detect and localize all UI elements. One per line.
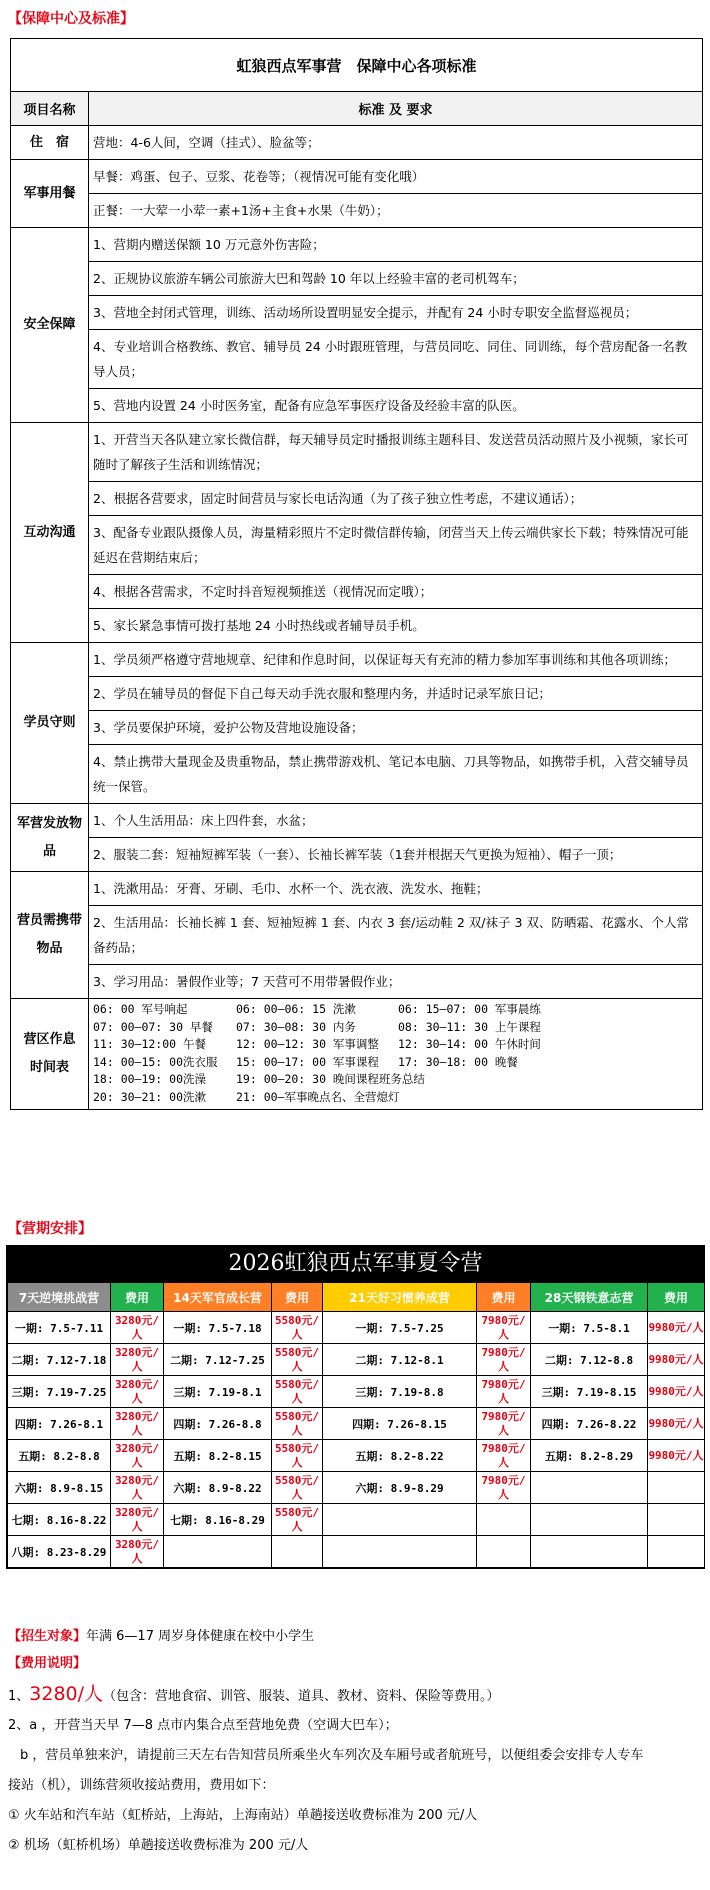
camp-fee-cell: 7980元/人 bbox=[477, 1312, 531, 1344]
row-name-safety: 安全保障 bbox=[11, 228, 89, 423]
enroll-line bbox=[8, 1627, 314, 1647]
schedule-item: 06: 15—07: 00 军事晨练 bbox=[398, 1002, 541, 1016]
line: 1、学员须严格遵守营地规章、纪律和作息时间，以保证每天有充沛的精力参加军事训练和其他各项训练； bbox=[89, 643, 702, 677]
fee1-text: （包含：营地食宿、训管、服装、道具、教材、资料、保险等费用。） bbox=[103, 1689, 500, 1704]
section-title-camps: 【营期安排】 bbox=[8, 1221, 92, 1237]
camp-fee-cell: 9980元/人 bbox=[648, 1440, 705, 1472]
schedule-item: 12: 30—14: 00 午休时间 bbox=[398, 1037, 541, 1052]
line: 5、营地内设置 24 小时医务室，配备有应急军事医疗设备及经验丰富的队医。 bbox=[93, 398, 525, 413]
camp-period-cell: 三期: 7.19-8.15 bbox=[531, 1376, 648, 1408]
row-content-communication bbox=[89, 423, 703, 643]
fee-line-2b: b ，营员单独来沪，请提前三天左右告知营员所乘坐火车列次及车厢号或者航班号，以便组委会安排专人专车 bbox=[20, 1748, 644, 1763]
camp-period-cell: 五期: 8.2-8.29 bbox=[531, 1440, 648, 1472]
camp-fee-cell: 7980元/人 bbox=[477, 1440, 531, 1472]
header-standard: 标准 及 要求 bbox=[89, 92, 703, 126]
camp-fee-cell: 5580元/人 bbox=[272, 1376, 323, 1408]
camp-period-cell: 五期: 8.2-8.15 bbox=[164, 1440, 272, 1472]
camp-fee-cell: 9980元/人 bbox=[648, 1376, 705, 1408]
schedule-item: 21: 00—军事晚点名、全营熄灯 bbox=[236, 1089, 400, 1104]
schedule-item: 19: 00—20: 30 晚间课程班务总结 bbox=[236, 1072, 425, 1087]
camp-fee-cell: 7980元/人 bbox=[477, 1472, 531, 1504]
row-content-safety bbox=[89, 228, 703, 423]
schedule-item: 14: 00—15: 00洗衣服 bbox=[93, 1054, 218, 1069]
camp-fee-cell bbox=[648, 1536, 705, 1568]
row-name-issued-items: 军营发放物品 bbox=[11, 804, 89, 872]
camp-period-cell: 一期: 7.5-7.11 bbox=[8, 1312, 111, 1344]
camp-fee-cell: 5580元/人 bbox=[272, 1408, 323, 1440]
camp-schedule bbox=[6, 1245, 705, 1569]
camp-fee-cell: 3280元/人 bbox=[111, 1408, 164, 1440]
row-content-schedule bbox=[89, 999, 703, 1110]
schedule-row bbox=[93, 1036, 698, 1054]
camp-period-cell: 七期: 8.16-8.22 bbox=[8, 1504, 111, 1536]
camp-period-cell bbox=[531, 1536, 648, 1568]
line: 营地：4-6人间，空调（挂式）、脸盆等； bbox=[93, 135, 320, 150]
camp-header: 7天逆境挑战营 bbox=[8, 1283, 111, 1312]
camp-period-cell: 六期: 8.9-8.22 bbox=[164, 1472, 272, 1504]
camp-row bbox=[8, 1312, 705, 1344]
schedule-name-b: 时间表 bbox=[29, 1059, 69, 1075]
schedule-row bbox=[93, 1089, 698, 1107]
line: 2、根据各营要求，固定时间营员与家长电话沟通（为了孩子独立性考虑，不建议通话）； bbox=[89, 482, 702, 516]
schedule-row bbox=[93, 1071, 698, 1089]
camp-fee-cell: 3280元/人 bbox=[111, 1440, 164, 1472]
camp-fee-cell: 7980元/人 bbox=[477, 1344, 531, 1376]
schedule-item: 11: 30—12:00 午餐 bbox=[93, 1037, 207, 1052]
camp-fee-cell: 3280元/人 bbox=[111, 1472, 164, 1504]
table-title: 虹狼西点军事营 保障中心各项标准 bbox=[11, 39, 703, 92]
camp-fee-cell: 5580元/人 bbox=[272, 1344, 323, 1376]
camp-period-cell: 四期: 7.26-8.15 bbox=[323, 1408, 477, 1440]
line: 2、生活用品：长袖长裤 1 套、短袖短裤 1 套、内衣 3 套/运动鞋 2 双/袜子 3 双、防晒霜、花露水、个人常备药品； bbox=[89, 906, 702, 965]
camp-period-cell: 六期: 8.9-8.29 bbox=[323, 1472, 477, 1504]
enroll-text: 年满 6—17 周岁身体健康在校中小学生 bbox=[86, 1629, 315, 1644]
line: 3、学习用品：暑假作业等；7 天营可不用带暑假作业； bbox=[93, 974, 401, 989]
camp-row bbox=[8, 1504, 705, 1536]
camp-header: 14天军官成长营 bbox=[164, 1283, 272, 1312]
row-content-bring-items bbox=[89, 872, 703, 999]
row-name-bring-items: 营员需携带物品 bbox=[11, 872, 89, 999]
camp-row bbox=[8, 1408, 705, 1440]
fee1-price: 3280/人 bbox=[29, 1683, 104, 1705]
schedule-row bbox=[93, 1054, 698, 1072]
camp-header: 28天钢铁意志营 bbox=[531, 1283, 648, 1312]
camp-header: 费用 bbox=[272, 1283, 323, 1312]
schedule-grid bbox=[89, 999, 702, 1109]
schedule-item: 07: 30—08: 30 内务 bbox=[236, 1019, 356, 1034]
schedule-item: 17: 30—18: 00 晚餐 bbox=[398, 1054, 518, 1069]
line: 1、洗漱用品：牙膏、牙刷、毛巾、水杯一个、洗衣液、洗发水、拖鞋； bbox=[89, 872, 702, 906]
camp-fee-cell bbox=[477, 1536, 531, 1568]
camp-fee-cell: 3280元/人 bbox=[111, 1312, 164, 1344]
enroll-label: 【招生对象】 bbox=[8, 1629, 87, 1644]
line: 3、学员要保护环境，爱护公物及营地设施设备； bbox=[89, 711, 702, 745]
camp-fee-cell bbox=[477, 1504, 531, 1536]
camp-period-cell: 二期: 7.12-7.25 bbox=[164, 1344, 272, 1376]
camp-fee-cell bbox=[272, 1536, 323, 1568]
camp-period-cell: 三期: 7.19-8.1 bbox=[164, 1376, 272, 1408]
camp-period-cell: 五期: 8.2-8.22 bbox=[323, 1440, 477, 1472]
camp-fee-cell: 3280元/人 bbox=[111, 1344, 164, 1376]
camp-fee-cell: 3280元/人 bbox=[111, 1504, 164, 1536]
standards-table bbox=[10, 38, 703, 1110]
line: 正餐：一大荤一小荤一素+1汤+主食+水果（牛奶）； bbox=[93, 203, 389, 218]
fee-line-2b-cont: 接站（机），训练营须收接站费用，费用如下： bbox=[8, 1778, 275, 1793]
fee-line-3: ① 火车站和汽车站（虹桥站，上海站，上海南站）单趟接送收费标准为 200 元/人 bbox=[8, 1808, 478, 1823]
row-name-communication: 互动沟通 bbox=[11, 423, 89, 643]
fee1-prefix: 1、 bbox=[8, 1689, 30, 1704]
camp-period-cell: 四期: 7.26-8.1 bbox=[8, 1408, 111, 1440]
schedule-item: 18: 00—19: 00洗澡 bbox=[93, 1072, 207, 1087]
line: 3、营地全封闭式管理，训练、活动场所设置明显安全提示，并配有 24 小时专职安全监督巡视员； bbox=[89, 296, 702, 330]
camp-period-cell: 二期: 7.12-7.18 bbox=[8, 1344, 111, 1376]
camp-fee-cell: 5580元/人 bbox=[272, 1504, 323, 1536]
camp-period-cell: 一期: 7.5-8.1 bbox=[531, 1312, 648, 1344]
camp-header: 费用 bbox=[111, 1283, 164, 1312]
row-content-meals bbox=[89, 160, 703, 228]
camp-row bbox=[8, 1472, 705, 1504]
schedule-row bbox=[93, 1019, 698, 1037]
schedule-item: 12: 00—12: 30 军事调整 bbox=[236, 1037, 379, 1052]
camp-row bbox=[8, 1344, 705, 1376]
camp-period-cell: 二期: 7.12-8.1 bbox=[323, 1344, 477, 1376]
schedule-item: 07: 00—07: 30 早餐 bbox=[93, 1019, 213, 1034]
camp-fee-cell: 7980元/人 bbox=[477, 1408, 531, 1440]
camp-period-cell: 七期: 8.16-8.29 bbox=[164, 1504, 272, 1536]
schedule-item: 08: 30—11: 30 上午课程 bbox=[398, 1019, 541, 1034]
line: 3、配备专业跟队摄像人员，海量精彩照片不定时微信群传输，闭营当天上传云端供家长下载；特殊情况可能延迟在营期结束后； bbox=[89, 516, 702, 575]
header-item: 项目名称 bbox=[11, 92, 89, 126]
line: 2、服装二套：短袖短裤军装（一套）、长袖长裤军装（1套并根据天气更换为短袖）、帽子一顶； bbox=[93, 847, 622, 862]
fee-label: 【费用说明】 bbox=[8, 1656, 87, 1671]
camp-fee-cell bbox=[648, 1504, 705, 1536]
fee-line-4: ② 机场（虹桥机场）单趟接送收费标准为 200 元/人 bbox=[8, 1838, 309, 1853]
camp-period-cell bbox=[323, 1536, 477, 1568]
schedule-item: 20: 30—21: 00洗漱 bbox=[93, 1089, 207, 1104]
camp-period-cell: 三期: 7.19-8.8 bbox=[323, 1376, 477, 1408]
camp-fee-cell: 3280元/人 bbox=[111, 1536, 164, 1568]
schedule-item: 15: 00—17: 00 军事课程 bbox=[236, 1054, 379, 1069]
camp-period-cell bbox=[531, 1504, 648, 1536]
camp-period-cell bbox=[531, 1472, 648, 1504]
camp-fee-cell: 9980元/人 bbox=[648, 1408, 705, 1440]
row-content-rules bbox=[89, 643, 703, 804]
camp-period-cell: 四期: 7.26-8.22 bbox=[531, 1408, 648, 1440]
camp-fee-cell: 5580元/人 bbox=[272, 1312, 323, 1344]
camp-fee-cell: 3280元/人 bbox=[111, 1376, 164, 1408]
fee-line-2a: 2、a ，开营当天早 7—8 点市内集合点至营地免费（空调大巴车）； bbox=[8, 1718, 398, 1733]
line: 4、根据各营需求，不定时抖音短视频推送（视情况而定哦）； bbox=[89, 575, 702, 609]
camp-period-cell bbox=[323, 1504, 477, 1536]
schedule-row bbox=[93, 1001, 698, 1019]
row-name-meals: 军事用餐 bbox=[11, 160, 89, 228]
camp-period-cell: 四期: 7.26-8.8 bbox=[164, 1408, 272, 1440]
camp-period-cell: 一期: 7.5-7.25 bbox=[323, 1312, 477, 1344]
line: 2、学员在辅导员的督促下自己每天动手洗衣服和整理内务，并适时记录军旅日记； bbox=[89, 677, 702, 711]
camp-period-cell: 八期: 8.23-8.29 bbox=[8, 1536, 111, 1568]
row-content-issued-items bbox=[89, 804, 703, 872]
camp-title: 2026虹狼西点军事夏令营 bbox=[7, 1246, 704, 1282]
schedule-item: 06: 00—06: 15 洗漱 bbox=[236, 1002, 356, 1016]
camp-fee-cell bbox=[648, 1472, 705, 1504]
camp-header: 费用 bbox=[477, 1283, 531, 1312]
camp-period-cell: 一期: 7.5-7.18 bbox=[164, 1312, 272, 1344]
camp-row bbox=[8, 1536, 705, 1568]
line: 早餐：鸡蛋、包子、豆浆、花卷等；（视情况可能有变化哦） bbox=[89, 160, 702, 194]
row-name-schedule bbox=[11, 999, 89, 1110]
line: 1、开营当天各队建立家长微信群，每天辅导员定时播报训练主题科目、发送营员活动照片及小视频，家长可随时了解孩子生活和训练情况； bbox=[89, 423, 702, 482]
row-content-housing bbox=[89, 126, 703, 160]
camp-period-cell: 五期: 8.2-8.8 bbox=[8, 1440, 111, 1472]
line: 4、禁止携带大量现金及贵重物品，禁止携带游戏机、笔记本电脑、刀具等物品，如携带手机，入营交辅导员统一保管。 bbox=[93, 754, 689, 794]
camp-rows bbox=[8, 1312, 705, 1568]
line: 4、专业培训合格教练、教官、辅导员 24 小时跟班管理，与营员同吃、同住、同训练，每个营房配备一名教导人员； bbox=[89, 330, 702, 389]
camp-period-cell: 二期: 7.12-8.8 bbox=[531, 1344, 648, 1376]
row-name-housing: 住 宿 bbox=[11, 126, 89, 160]
camp-period-cell bbox=[164, 1536, 272, 1568]
row-name-rules: 学员守则 bbox=[11, 643, 89, 804]
camp-fee-cell: 5580元/人 bbox=[272, 1440, 323, 1472]
camp-fee-cell: 9980元/人 bbox=[648, 1344, 705, 1376]
camp-period-cell: 三期: 7.19-7.25 bbox=[8, 1376, 111, 1408]
section-title-guarantee: 【保障中心及标准】 bbox=[8, 11, 134, 27]
line: 2、正规协议旅游车辆公司旅游大巴和驾龄 10 年以上经验丰富的老司机驾车； bbox=[89, 262, 702, 296]
camp-fee-cell: 7980元/人 bbox=[477, 1376, 531, 1408]
schedule-item: 06: 00 军号响起 bbox=[93, 1002, 188, 1016]
line: 1、营期内赠送保额 10 万元意外伤害险； bbox=[89, 228, 702, 262]
camp-period-cell: 六期: 8.9-8.15 bbox=[8, 1472, 111, 1504]
camp-row bbox=[8, 1376, 705, 1408]
line: 5、家长紧急事情可拨打基地 24 小时热线或者辅导员手机。 bbox=[93, 618, 425, 633]
camp-fee-cell: 5580元/人 bbox=[272, 1472, 323, 1504]
line: 1、个人生活用品：床上四件套，水盆； bbox=[89, 804, 702, 838]
fee-line-1 bbox=[8, 1684, 500, 1707]
camp-header: 21天好习惯养成营 bbox=[323, 1283, 477, 1312]
camp-header: 费用 bbox=[648, 1283, 705, 1312]
camp-fee-cell: 9980元/人 bbox=[648, 1312, 705, 1344]
camp-table bbox=[7, 1282, 705, 1568]
schedule-name-a: 营区作息 bbox=[23, 1031, 76, 1047]
camp-row bbox=[8, 1440, 705, 1472]
